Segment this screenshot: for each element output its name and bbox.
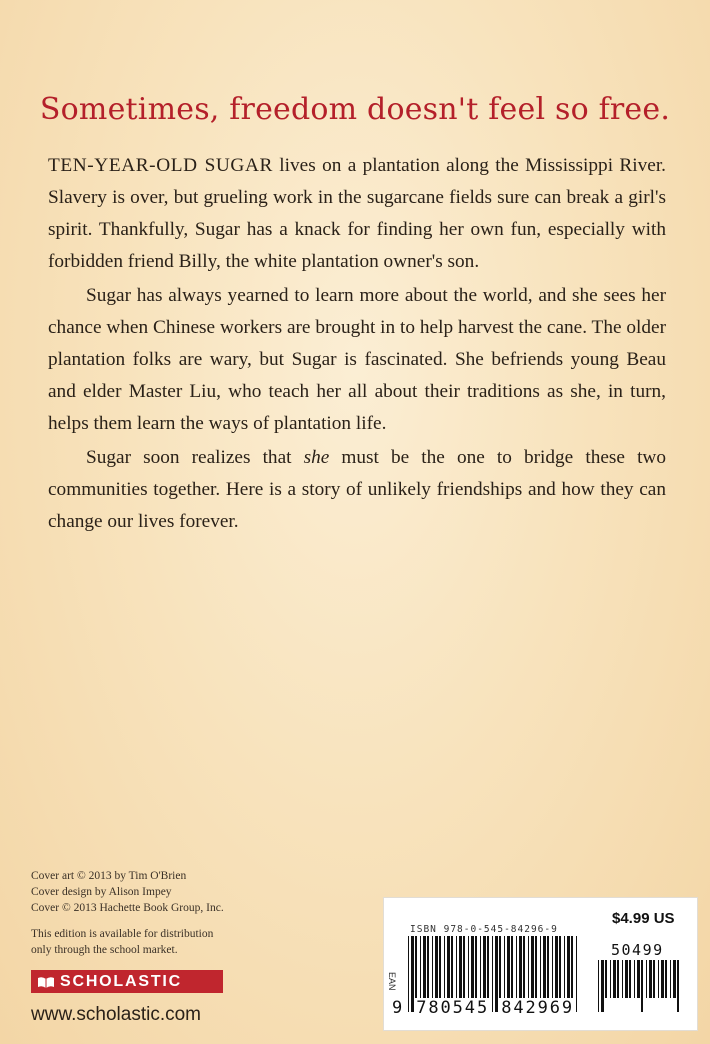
barcode-bar xyxy=(423,936,426,998)
credit-copyright: Cover © 2013 Hachette Book Group, Inc. xyxy=(31,902,224,914)
cover-credits xyxy=(31,868,224,916)
barcode-bar xyxy=(435,936,438,998)
distribution-line-2: only through the school market. xyxy=(31,944,178,956)
credit-cover-design: Cover design by Alison Impey xyxy=(31,886,172,898)
blurb-paragraph-2: Sugar has always yearned to learn more about the world, and she sees her chance when Chinese workers are brought in to help harvest the cane. The older plantation folks are wary, but Sugar is fascinated. She befriends young Beau and elder Master Liu, who teach her all about their traditions as she, in turn, helps them learn the ways of plantation life. xyxy=(48,285,666,434)
barcode-bar xyxy=(475,936,477,998)
barcode-bar xyxy=(677,960,679,1012)
barcode-bar xyxy=(637,960,640,998)
blurb xyxy=(48,150,666,538)
barcode-bar xyxy=(504,936,505,998)
blurb-paragraph-3 xyxy=(48,442,666,538)
distribution-line-1: This edition is available for distribution xyxy=(31,928,214,940)
barcode-bar xyxy=(673,960,676,998)
barcode-bar xyxy=(447,936,450,998)
barcode-bar xyxy=(625,960,628,998)
barcode-bar xyxy=(571,936,573,998)
barcode-bar xyxy=(456,936,457,998)
credit-cover-art: Cover art © 2013 by Tim O'Brien xyxy=(31,870,187,882)
price: $4.99 US xyxy=(612,910,675,927)
barcode-bar xyxy=(641,960,643,1012)
barcode-bar xyxy=(653,960,655,998)
barcode-bar xyxy=(543,936,546,998)
blurb-paragraph-1 xyxy=(48,150,666,278)
barcode-bar xyxy=(559,936,561,998)
barcode-bar xyxy=(552,936,553,998)
blurb-lead: TEN-YEAR-OLD SUGAR xyxy=(48,155,273,176)
blurb-p3-text-b: must be the one to bridge these two communities together. Here is a story of unlikely friendships and how they can change our lives forever. xyxy=(48,447,666,532)
barcode-bar xyxy=(420,936,421,998)
barcode-bar xyxy=(601,960,604,1012)
barcode-bar xyxy=(531,936,534,998)
barcode-bar xyxy=(427,936,429,998)
barcode-bar xyxy=(613,960,616,998)
barcode-bar xyxy=(451,936,453,998)
price-barcode xyxy=(598,960,682,1012)
barcode-bar xyxy=(617,960,619,998)
barcode-bar xyxy=(511,936,513,998)
barcode-bar xyxy=(567,936,570,998)
barcode-bar xyxy=(415,936,417,998)
barcode-bar xyxy=(516,936,517,998)
barcode-bar xyxy=(523,936,525,998)
scholastic-logo xyxy=(31,970,223,993)
ean-label: EAN xyxy=(387,972,397,991)
barcode-bar xyxy=(468,936,469,998)
price-code: 50499 xyxy=(611,941,664,959)
barcode-bar xyxy=(670,960,671,998)
barcode-bar xyxy=(605,960,607,998)
barcode-bar xyxy=(622,960,623,998)
barcode-bar xyxy=(444,936,445,998)
blurb-p3-emphasis: she xyxy=(303,447,330,468)
barcode-bar xyxy=(487,936,489,998)
tagline: Sometimes, freedom doesn't feel so free. xyxy=(39,92,671,127)
distribution-note xyxy=(31,926,251,958)
blurb-p1-text: lives on a plantation along the Mississippi River. Slavery is over, but grueling work in the sugarcane fields sure can break a girl's spirit. Thankfully, Sugar has a knack for finding her own fun, especially with forbidden friend Billy, the white plantation owner's son. xyxy=(48,155,666,272)
publisher-name: SCHOLASTIC xyxy=(60,972,182,990)
isbn-label: ISBN 978-0-545-84296-9 xyxy=(410,924,558,935)
barcode-bar xyxy=(646,960,647,998)
barcode-bar xyxy=(547,936,549,998)
barcode-bar xyxy=(610,960,611,998)
barcode-bar xyxy=(439,936,441,998)
publisher-url: www.scholastic.com xyxy=(31,1004,201,1025)
barcode-bar xyxy=(661,960,664,998)
barcode-bar xyxy=(480,936,481,998)
barcode-bar xyxy=(519,936,522,998)
barcode-bar xyxy=(634,960,635,998)
barcode-bar xyxy=(432,936,433,998)
barcode-bar xyxy=(483,936,486,998)
barcode-bar xyxy=(528,936,529,998)
barcode-bar xyxy=(665,960,667,998)
barcode-bar xyxy=(540,936,541,998)
barcode-bar xyxy=(471,936,474,998)
barcode-bar xyxy=(598,960,599,1012)
isbn-digits: 9 780545 842969 xyxy=(392,998,575,1018)
barcode-bar xyxy=(629,960,631,998)
barcode-bar xyxy=(576,936,577,1012)
blurb-p3-text-a: Sugar soon realizes that xyxy=(86,447,304,468)
barcode-bar xyxy=(499,936,501,998)
barcode-bar xyxy=(459,936,462,998)
barcode-bar xyxy=(649,960,652,998)
barcode-bar xyxy=(555,936,558,998)
barcode-bar xyxy=(658,960,659,998)
barcode-bar xyxy=(564,936,565,998)
barcode-bar xyxy=(535,936,537,998)
barcode-bar xyxy=(507,936,510,998)
open-book-icon xyxy=(37,975,55,989)
barcode-bar xyxy=(463,936,465,998)
